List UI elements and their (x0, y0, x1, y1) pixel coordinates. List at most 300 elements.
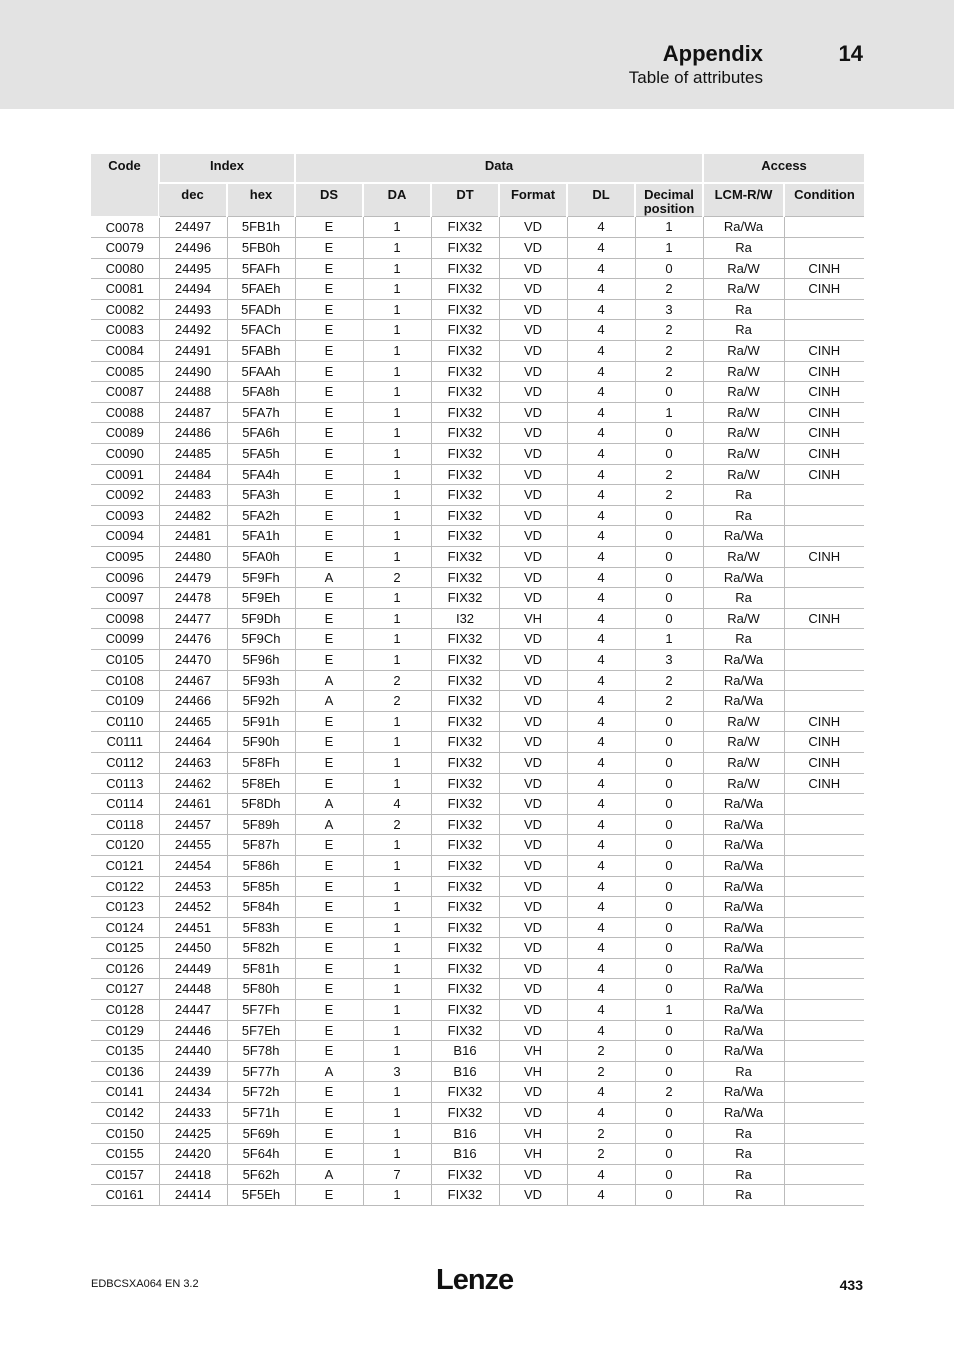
cell-condition (784, 1144, 864, 1165)
cell-condition: CINH (784, 341, 864, 362)
cell-ds: E (295, 1020, 363, 1041)
cell-decimal-position: 0 (635, 423, 703, 444)
cell-dt: FIX32 (431, 526, 499, 547)
cell-decimal-position: 0 (635, 958, 703, 979)
cell-condition (784, 1041, 864, 1062)
cell-dt: I32 (431, 608, 499, 629)
cell-condition (784, 649, 864, 670)
cell-dl: 4 (567, 464, 635, 485)
cell-da: 1 (363, 1020, 431, 1041)
cell-lcm-rw: Ra/Wa (703, 897, 784, 918)
cell-ds: E (295, 752, 363, 773)
cell-index-dec: 24478 (159, 588, 227, 609)
cell-code: C0118 (91, 814, 159, 835)
cell-code: C0083 (91, 320, 159, 341)
cell-condition (784, 588, 864, 609)
cell-da: 1 (363, 649, 431, 670)
table-row (91, 1103, 864, 1124)
cell-decimal-position: 0 (635, 1123, 703, 1144)
cell-ds: E (295, 588, 363, 609)
cell-lcm-rw: Ra/Wa (703, 814, 784, 835)
cell-ds: A (295, 567, 363, 588)
cell-ds: E (295, 855, 363, 876)
cell-index-hex: 5F86h (227, 855, 295, 876)
cell-index-dec: 24476 (159, 629, 227, 650)
cell-ds: E (295, 773, 363, 794)
cell-lcm-rw: Ra/Wa (703, 855, 784, 876)
cell-format: VD (499, 732, 567, 753)
cell-dl: 4 (567, 835, 635, 856)
cell-format: VD (499, 402, 567, 423)
cell-da: 1 (363, 299, 431, 320)
cell-index-dec: 24488 (159, 382, 227, 403)
cell-ds: A (295, 1164, 363, 1185)
cell-format: VD (499, 629, 567, 650)
cell-dt: FIX32 (431, 320, 499, 341)
cell-index-hex: 5FACh (227, 320, 295, 341)
cell-code: C0089 (91, 423, 159, 444)
cell-index-hex: 5FA4h (227, 464, 295, 485)
cell-index-hex: 5F62h (227, 1164, 295, 1185)
cell-dl: 4 (567, 217, 635, 238)
cell-dl: 4 (567, 382, 635, 403)
cell-code: C0150 (91, 1123, 159, 1144)
cell-index-hex: 5F72h (227, 1082, 295, 1103)
cell-index-dec: 24464 (159, 732, 227, 753)
cell-code: C0161 (91, 1185, 159, 1206)
cell-format: VD (499, 341, 567, 362)
cell-code: C0082 (91, 299, 159, 320)
cell-index-dec: 24420 (159, 1144, 227, 1165)
cell-ds: E (295, 917, 363, 938)
cell-lcm-rw: Ra/Wa (703, 649, 784, 670)
cell-format: VD (499, 1082, 567, 1103)
cell-condition (784, 938, 864, 959)
table-row (91, 1061, 864, 1082)
cell-da: 1 (363, 629, 431, 650)
cell-code: C0094 (91, 526, 159, 547)
cell-format: VD (499, 835, 567, 856)
cell-dl: 4 (567, 917, 635, 938)
table-row (91, 423, 864, 444)
cell-index-dec: 24470 (159, 649, 227, 670)
cell-dl: 4 (567, 670, 635, 691)
cell-condition: CINH (784, 382, 864, 403)
cell-index-dec: 24450 (159, 938, 227, 959)
cell-index-dec: 24485 (159, 444, 227, 465)
cell-lcm-rw: Ra/Wa (703, 691, 784, 712)
cell-lcm-rw: Ra/W (703, 382, 784, 403)
cell-decimal-position: 0 (635, 1144, 703, 1165)
cell-index-hex: 5F9Ch (227, 629, 295, 650)
cell-index-dec: 24425 (159, 1123, 227, 1144)
cell-decimal-position: 2 (635, 320, 703, 341)
table-row (91, 1020, 864, 1041)
cell-dl: 2 (567, 1123, 635, 1144)
cell-format: VD (499, 691, 567, 712)
cell-decimal-position: 0 (635, 814, 703, 835)
cell-dl: 4 (567, 691, 635, 712)
cell-decimal-position: 2 (635, 670, 703, 691)
cell-decimal-position: 2 (635, 691, 703, 712)
cell-da: 1 (363, 464, 431, 485)
cell-dt: FIX32 (431, 835, 499, 856)
cell-lcm-rw: Ra (703, 505, 784, 526)
cell-condition: CINH (784, 423, 864, 444)
cell-condition (784, 876, 864, 897)
cell-da: 2 (363, 567, 431, 588)
cell-lcm-rw: Ra/W (703, 444, 784, 465)
cell-condition (784, 1123, 864, 1144)
cell-decimal-position: 3 (635, 299, 703, 320)
cell-dt: FIX32 (431, 855, 499, 876)
cell-dt: FIX32 (431, 979, 499, 1000)
cell-lcm-rw: Ra/Wa (703, 794, 784, 815)
cell-index-dec: 24495 (159, 258, 227, 279)
table-row (91, 814, 864, 835)
cell-condition (784, 320, 864, 341)
cell-ds: A (295, 794, 363, 815)
cell-index-hex: 5FB1h (227, 217, 295, 238)
cell-dt: FIX32 (431, 917, 499, 938)
cell-dt: FIX32 (431, 649, 499, 670)
cell-decimal-position: 0 (635, 1061, 703, 1082)
cell-ds: A (295, 670, 363, 691)
cell-dt: FIX32 (431, 279, 499, 300)
cell-dt: FIX32 (431, 732, 499, 753)
table-row (91, 897, 864, 918)
cell-format: VD (499, 361, 567, 382)
cell-dt: FIX32 (431, 876, 499, 897)
cell-da: 1 (363, 835, 431, 856)
cell-dt: FIX32 (431, 1164, 499, 1185)
cell-condition: CINH (784, 608, 864, 629)
cell-format: VD (499, 505, 567, 526)
cell-code: C0122 (91, 876, 159, 897)
cell-lcm-rw: Ra/Wa (703, 526, 784, 547)
table-row (91, 1041, 864, 1062)
cell-lcm-rw: Ra/Wa (703, 876, 784, 897)
cell-da: 1 (363, 732, 431, 753)
cell-condition (784, 485, 864, 506)
cell-dt: FIX32 (431, 258, 499, 279)
cell-format: VD (499, 382, 567, 403)
cell-ds: E (295, 649, 363, 670)
cell-dt: FIX32 (431, 773, 499, 794)
table-row (91, 444, 864, 465)
cell-code: C0121 (91, 855, 159, 876)
cell-da: 1 (363, 855, 431, 876)
cell-condition: CINH (784, 258, 864, 279)
cell-format: VD (499, 1164, 567, 1185)
cell-code: C0098 (91, 608, 159, 629)
cell-ds: E (295, 711, 363, 732)
cell-dt: FIX32 (431, 547, 499, 568)
cell-index-hex: 5F7Eh (227, 1020, 295, 1041)
cell-decimal-position: 0 (635, 547, 703, 568)
cell-index-hex: 5FA3h (227, 485, 295, 506)
table-row (91, 382, 864, 403)
cell-format: VD (499, 670, 567, 691)
cell-dl: 2 (567, 1061, 635, 1082)
table-row (91, 958, 864, 979)
cell-index-hex: 5F80h (227, 979, 295, 1000)
cell-dl: 4 (567, 526, 635, 547)
cell-index-dec: 24448 (159, 979, 227, 1000)
cell-dt: FIX32 (431, 1020, 499, 1041)
cell-code: C0114 (91, 794, 159, 815)
cell-lcm-rw: Ra/Wa (703, 917, 784, 938)
table-row (91, 402, 864, 423)
cell-format: VD (499, 1185, 567, 1206)
cell-format: VD (499, 1000, 567, 1021)
cell-lcm-rw: Ra/W (703, 258, 784, 279)
cell-index-hex: 5FA6h (227, 423, 295, 444)
cell-da: 1 (363, 444, 431, 465)
header-decimal-position: Decimal position (635, 183, 703, 217)
cell-lcm-rw: Ra/W (703, 732, 784, 753)
cell-ds: E (295, 1144, 363, 1165)
cell-index-hex: 5F83h (227, 917, 295, 938)
table-row (91, 258, 864, 279)
cell-lcm-rw: Ra (703, 485, 784, 506)
table-row (91, 773, 864, 794)
cell-ds: E (295, 464, 363, 485)
cell-lcm-rw: Ra/Wa (703, 567, 784, 588)
cell-format: VD (499, 979, 567, 1000)
cell-condition: CINH (784, 279, 864, 300)
cell-dl: 4 (567, 1082, 635, 1103)
cell-ds: E (295, 979, 363, 1000)
cell-condition (784, 567, 864, 588)
cell-condition (784, 238, 864, 259)
cell-index-dec: 24494 (159, 279, 227, 300)
cell-lcm-rw: Ra/W (703, 464, 784, 485)
cell-index-hex: 5FA5h (227, 444, 295, 465)
table-row (91, 485, 864, 506)
cell-index-hex: 5F8Dh (227, 794, 295, 815)
cell-dl: 4 (567, 794, 635, 815)
cell-condition (784, 1103, 864, 1124)
cell-condition (784, 505, 864, 526)
table-body (91, 217, 864, 1206)
cell-decimal-position: 2 (635, 279, 703, 300)
cell-dt: FIX32 (431, 794, 499, 815)
cell-index-dec: 24462 (159, 773, 227, 794)
cell-ds: E (295, 608, 363, 629)
cell-format: VD (499, 1103, 567, 1124)
cell-index-hex: 5FAEh (227, 279, 295, 300)
cell-code: C0127 (91, 979, 159, 1000)
cell-ds: E (295, 958, 363, 979)
cell-code: C0090 (91, 444, 159, 465)
cell-code: C0079 (91, 238, 159, 259)
header-ds: DS (295, 183, 363, 217)
cell-lcm-rw: Ra/W (703, 773, 784, 794)
cell-decimal-position: 1 (635, 1000, 703, 1021)
cell-index-dec: 24467 (159, 670, 227, 691)
cell-dl: 4 (567, 629, 635, 650)
cell-da: 2 (363, 814, 431, 835)
chapter-title: Appendix (662, 41, 763, 66)
header-condition: Condition (784, 183, 864, 217)
cell-code: C0120 (91, 835, 159, 856)
table-row (91, 505, 864, 526)
cell-index-hex: 5F82h (227, 938, 295, 959)
cell-dt: FIX32 (431, 382, 499, 403)
table-row (91, 917, 864, 938)
cell-index-hex: 5F91h (227, 711, 295, 732)
table-row (91, 670, 864, 691)
cell-ds: E (295, 320, 363, 341)
table-row (91, 464, 864, 485)
cell-index-dec: 24480 (159, 547, 227, 568)
cell-code: C0157 (91, 1164, 159, 1185)
cell-index-dec: 24439 (159, 1061, 227, 1082)
cell-index-dec: 24414 (159, 1185, 227, 1206)
cell-decimal-position: 0 (635, 876, 703, 897)
cell-index-hex: 5F89h (227, 814, 295, 835)
table-row (91, 629, 864, 650)
cell-format: VD (499, 897, 567, 918)
cell-da: 1 (363, 1000, 431, 1021)
cell-index-hex: 5F5Eh (227, 1185, 295, 1206)
cell-condition (784, 958, 864, 979)
cell-decimal-position: 0 (635, 732, 703, 753)
cell-code: C0111 (91, 732, 159, 753)
table-row (91, 361, 864, 382)
cell-dl: 4 (567, 608, 635, 629)
cell-dl: 4 (567, 732, 635, 753)
cell-decimal-position: 0 (635, 773, 703, 794)
cell-ds: E (295, 423, 363, 444)
cell-da: 1 (363, 341, 431, 362)
cell-decimal-position: 0 (635, 588, 703, 609)
cell-da: 1 (363, 1103, 431, 1124)
cell-lcm-rw: Ra/Wa (703, 835, 784, 856)
cell-index-dec: 24457 (159, 814, 227, 835)
cell-decimal-position: 2 (635, 341, 703, 362)
section-subtitle: Table of attributes (628, 68, 763, 87)
cell-da: 1 (363, 258, 431, 279)
cell-format: VH (499, 1041, 567, 1062)
cell-index-dec: 24451 (159, 917, 227, 938)
cell-lcm-rw: Ra (703, 1061, 784, 1082)
cell-lcm-rw: Ra/W (703, 402, 784, 423)
cell-decimal-position: 0 (635, 1041, 703, 1062)
table-row (91, 547, 864, 568)
cell-ds: E (295, 1185, 363, 1206)
cell-lcm-rw: Ra/Wa (703, 1000, 784, 1021)
cell-da: 1 (363, 1123, 431, 1144)
cell-da: 1 (363, 773, 431, 794)
cell-dt: B16 (431, 1144, 499, 1165)
cell-code: C0084 (91, 341, 159, 362)
cell-condition (784, 835, 864, 856)
cell-index-hex: 5FADh (227, 299, 295, 320)
lenze-logo: Lenze (436, 1264, 514, 1296)
cell-index-dec: 24493 (159, 299, 227, 320)
cell-dl: 4 (567, 341, 635, 362)
cell-dl: 4 (567, 588, 635, 609)
cell-dt: FIX32 (431, 588, 499, 609)
cell-index-hex: 5F71h (227, 1103, 295, 1124)
cell-ds: E (295, 1082, 363, 1103)
cell-index-hex: 5F64h (227, 1144, 295, 1165)
cell-lcm-rw: Ra/W (703, 279, 784, 300)
cell-ds: E (295, 1041, 363, 1062)
cell-dt: FIX32 (431, 814, 499, 835)
table-row (91, 711, 864, 732)
cell-index-dec: 24455 (159, 835, 227, 856)
cell-dl: 4 (567, 897, 635, 918)
cell-decimal-position: 1 (635, 217, 703, 238)
cell-da: 3 (363, 1061, 431, 1082)
cell-lcm-rw: Ra/Wa (703, 1020, 784, 1041)
cell-decimal-position: 0 (635, 1164, 703, 1185)
cell-index-hex: 5FA7h (227, 402, 295, 423)
cell-format: VD (499, 917, 567, 938)
cell-condition (784, 1000, 864, 1021)
cell-dt: FIX32 (431, 897, 499, 918)
cell-dl: 4 (567, 238, 635, 259)
cell-code: C0096 (91, 567, 159, 588)
table-row (91, 1000, 864, 1021)
cell-decimal-position: 0 (635, 1103, 703, 1124)
cell-lcm-rw: Ra/Wa (703, 1041, 784, 1062)
cell-dl: 4 (567, 814, 635, 835)
cell-ds: E (295, 279, 363, 300)
cell-dt: B16 (431, 1061, 499, 1082)
cell-ds: E (295, 299, 363, 320)
cell-index-dec: 24463 (159, 752, 227, 773)
cell-dt: B16 (431, 1041, 499, 1062)
cell-decimal-position: 1 (635, 629, 703, 650)
cell-da: 1 (363, 588, 431, 609)
cell-format: VD (499, 567, 567, 588)
cell-condition: CINH (784, 732, 864, 753)
header-dt: DT (431, 183, 499, 217)
table-row (91, 320, 864, 341)
cell-dl: 4 (567, 567, 635, 588)
cell-condition: CINH (784, 361, 864, 382)
cell-index-dec: 24466 (159, 691, 227, 712)
cell-decimal-position: 0 (635, 1185, 703, 1206)
cell-format: VD (499, 423, 567, 444)
cell-condition (784, 917, 864, 938)
cell-index-hex: 5FA0h (227, 547, 295, 568)
cell-code: C0087 (91, 382, 159, 403)
cell-da: 4 (363, 794, 431, 815)
cell-da: 1 (363, 402, 431, 423)
cell-lcm-rw: Ra (703, 320, 784, 341)
cell-ds: E (295, 547, 363, 568)
cell-index-dec: 24452 (159, 897, 227, 918)
cell-lcm-rw: Ra/W (703, 341, 784, 362)
cell-da: 1 (363, 876, 431, 897)
cell-format: VH (499, 1123, 567, 1144)
cell-dl: 2 (567, 1041, 635, 1062)
page-header (0, 0, 954, 109)
cell-code: C0125 (91, 938, 159, 959)
cell-da: 1 (363, 505, 431, 526)
cell-dt: FIX32 (431, 938, 499, 959)
cell-ds: A (295, 1061, 363, 1082)
cell-lcm-rw: Ra (703, 588, 784, 609)
cell-index-hex: 5FA2h (227, 505, 295, 526)
cell-decimal-position: 0 (635, 1020, 703, 1041)
cell-condition (784, 670, 864, 691)
